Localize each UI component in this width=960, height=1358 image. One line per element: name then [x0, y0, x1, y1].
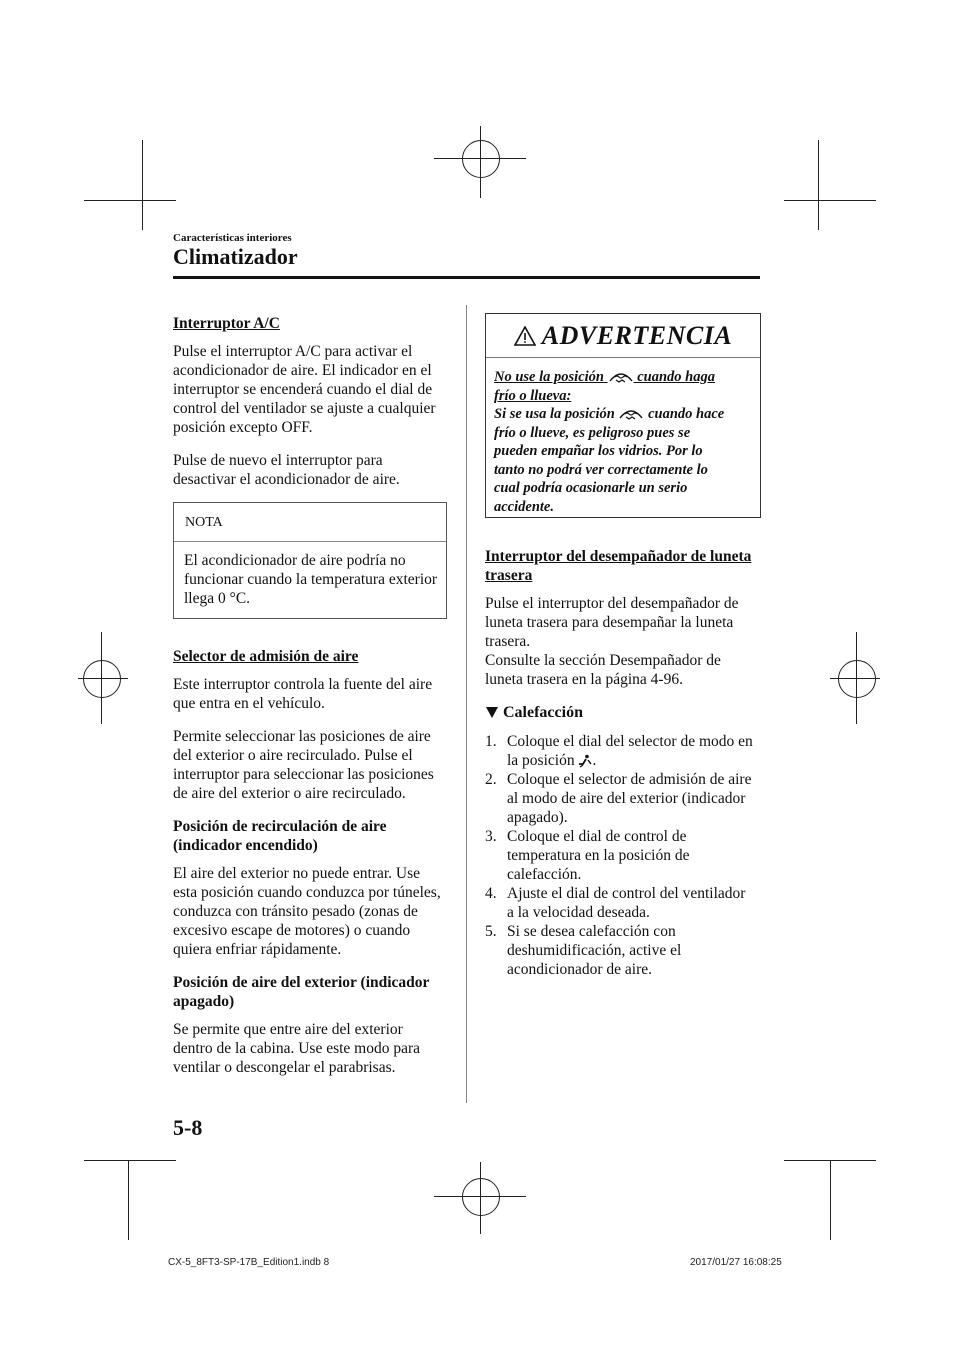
text-span: cuando haga [633, 369, 715, 385]
text-line: Posición de aire del exterior (indicador [173, 974, 430, 991]
warning-line: frío o llueve, es peligroso pues se [494, 424, 691, 441]
text-line: desactivar el acondicionador de aire. [173, 471, 400, 488]
warning-line: cual podría ocasionarle un serio [494, 480, 688, 496]
text-line: calefacción. [507, 866, 582, 883]
list-item [485, 922, 765, 979]
page-title: Climatizador [173, 244, 298, 269]
ac-paragraph-2 [173, 451, 453, 489]
text-line: quiera enfriar rápidamente. [173, 941, 342, 958]
text-line: Este interruptor controla la fuente del aire [173, 676, 433, 693]
text-span: Si se usa la posición [494, 406, 619, 422]
text-line [507, 751, 765, 770]
text-line: de aire del exterior o aire recirculado. [173, 785, 406, 802]
text-line: excesivo escape de motores) o cuando [173, 922, 411, 939]
warning-line: frío o llueva: [494, 387, 572, 404]
text-line: temperatura en la posición de [507, 847, 690, 864]
step-number: 1. [485, 733, 497, 750]
header-rule [173, 276, 760, 279]
text-line: al modo de aire del exterior (indicador [507, 790, 746, 807]
text-line: trasera [485, 567, 533, 584]
text-line: Pulse el interruptor del desempañador de [485, 595, 739, 612]
text-line: Coloque el selector de admisión de aire [507, 771, 752, 788]
text-line: luneta trasera en la página 4-96. [485, 671, 683, 688]
text-span: cuando hace [644, 406, 725, 422]
text-span: . [592, 752, 597, 769]
warning-header [486, 314, 760, 358]
text-line: (indicador encendido) [173, 837, 318, 854]
text-line: El acondicionador de aire podría no [184, 552, 406, 569]
text-line: luneta trasera para desempañar la luneta [485, 614, 734, 631]
intake-heading: Selector de admisión de aire [173, 648, 359, 665]
warning-title: ADVERTENCIA [541, 320, 733, 350]
windshield-defrost-icon [618, 407, 644, 421]
intake-paragraph-2 [173, 727, 453, 803]
list-item [485, 827, 765, 884]
text-line: Coloque el dial de control de [507, 828, 687, 845]
file-name: CX-5_8FT3-SP-17B_Edition1.indb 8 [168, 1257, 330, 1268]
warning-line: accidente. [494, 498, 554, 515]
list-item [485, 732, 765, 770]
warning-line: pueden empañar los vidrios. Por lo [494, 443, 703, 459]
ac-heading: Interruptor A/C [173, 315, 280, 332]
defogger-heading [485, 547, 765, 585]
floor-vent-icon [578, 754, 592, 768]
warning-body [486, 358, 760, 516]
windshield-defrost-icon [608, 370, 634, 384]
recirculation-heading [173, 817, 453, 855]
text-line: conduzca con tránsito pesado (zonas de [173, 903, 418, 920]
outside-air-heading [173, 973, 453, 1011]
text-line: dentro de la cabina. Use este modo para [173, 1040, 421, 1057]
text-line: posición excepto OFF. [173, 419, 313, 436]
triangle-down-icon [485, 706, 499, 719]
defogger-paragraph [485, 594, 765, 689]
warning-line: tanto no podrá ver correctamente lo [494, 461, 708, 478]
file-timestamp: 2017/01/27 16:08:25 [690, 1257, 782, 1268]
text-line: Ajuste el dial de control del ventilador [507, 885, 746, 902]
note-body [174, 542, 446, 618]
text-line: deshumidificación, active el [507, 942, 682, 959]
text-line: interruptor para seleccionar las posiciones [173, 766, 434, 783]
list-item [485, 770, 765, 827]
text-line: a la velocidad deseada. [507, 904, 650, 921]
text-line: El aire del exterior no puede entrar. Use [173, 865, 421, 882]
column-divider [466, 305, 467, 1103]
text-line: Pulse el interruptor A/C para activar el [173, 343, 413, 360]
list-item [485, 884, 765, 922]
note-box [173, 502, 447, 619]
text-line: ventilar o descongelar el parabrisas. [173, 1059, 396, 1076]
text-line: esta posición cuando conduzca por túneles, [173, 884, 441, 901]
text-line: acondicionador de aire. [507, 961, 653, 978]
text-line: trasera. [485, 633, 531, 650]
text-line: apagado). [507, 809, 568, 826]
section-category: Características interiores [173, 232, 292, 244]
text-line: Consulte la sección Desempañador de [485, 652, 721, 669]
heading-text: Calefacción [503, 704, 583, 721]
recirculation-paragraph [173, 864, 453, 959]
intake-paragraph-1 [173, 675, 453, 713]
text-line: que entra en el vehículo. [173, 695, 325, 712]
text-span: la posición [507, 752, 579, 769]
text-line: Si se desea calefacción con [507, 923, 676, 940]
warning-triangle-icon [514, 326, 536, 346]
note-title: NOTA [174, 503, 446, 542]
text-line: acondicionador de aire. El indicador en el [173, 362, 432, 379]
text-line: Se permite que entre aire del exterior [173, 1021, 403, 1038]
text-line: control del ventilador se ajuste a cualquier [173, 400, 436, 417]
warning-line [494, 368, 752, 387]
step-number: 3. [485, 828, 497, 845]
text-line: Posición de recirculación de aire [173, 818, 387, 835]
step-number: 5. [485, 923, 497, 940]
text-span: No use la posición [494, 369, 608, 385]
text-line: del exterior o aire recirculado. Pulse el [173, 747, 413, 764]
ac-paragraph-1 [173, 342, 453, 437]
text-line: llega 0 °C. [184, 590, 251, 607]
step-number: 2. [485, 771, 497, 788]
text-line: Pulse de nuevo el interruptor para [173, 452, 383, 469]
step-number: 4. [485, 885, 497, 902]
warning-line [494, 405, 752, 424]
page-number: 5-8 [173, 1115, 203, 1140]
heating-heading [485, 703, 765, 722]
text-line: interruptor se encenderá cuando el dial de [173, 381, 433, 398]
text-line: Permite seleccionar las posiciones de aire [173, 728, 431, 745]
outside-air-paragraph [173, 1020, 453, 1077]
warning-box [485, 313, 761, 518]
text-line: Coloque el dial del selector de modo en [507, 733, 753, 750]
heating-steps [485, 732, 765, 979]
text-line: Interruptor del desempañador de luneta [485, 548, 752, 565]
left-column [173, 314, 453, 1077]
text-line: funcionar cuando la temperatura exterior [184, 571, 438, 588]
text-line: apagado) [173, 993, 235, 1010]
right-column [485, 547, 765, 979]
